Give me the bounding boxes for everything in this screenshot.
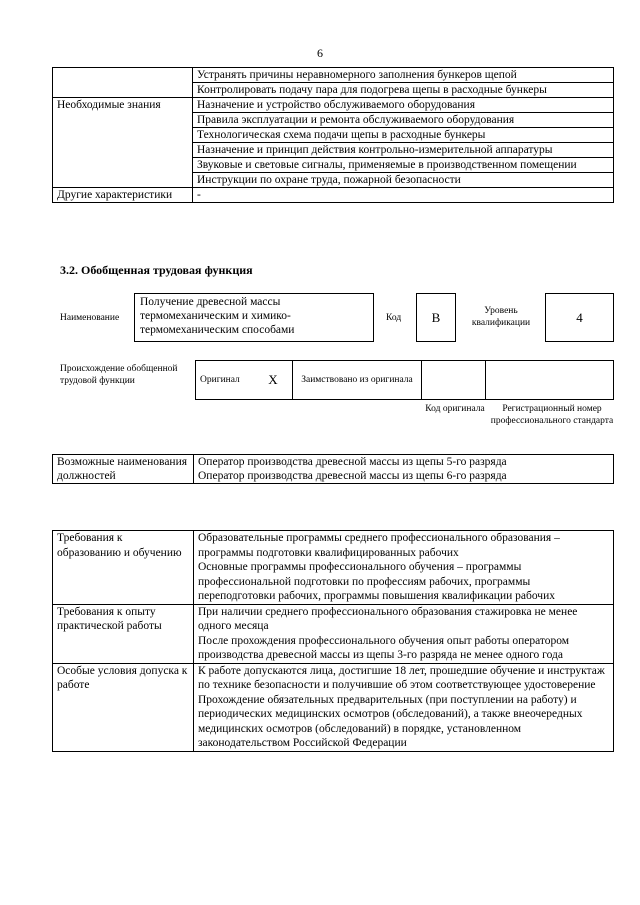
other-value: - <box>193 188 614 203</box>
requirement-value <box>194 604 614 663</box>
requirement-label: Особые условия допуска к работе <box>53 663 194 751</box>
positions-list <box>194 455 614 484</box>
requirements-table <box>52 530 614 752</box>
requirement-label: Требования к опыту практической работы <box>53 604 194 663</box>
table-row: Контролировать подачу пара для подогрева щепы в расходные бункеры <box>193 83 614 98</box>
empty-cell <box>53 68 193 83</box>
original-mark: X <box>254 361 293 400</box>
level-value: 4 <box>545 293 614 342</box>
page-number: 6 <box>317 46 323 60</box>
origin-code-cell <box>422 361 486 400</box>
requirement-line: Образовательные программы среднего профессионального образования – программы подготовки квалифицированных рабочих <box>198 532 560 559</box>
requirement-line: При наличии среднего профессионального образования стажировка не менее одного месяца <box>198 605 578 632</box>
name-value: Получение древесной массы термомеханическим и химико-термомеханическим способами <box>134 293 374 342</box>
table-row: Назначение и устройство обслуживаемого оборудования <box>193 98 614 113</box>
requirement-label: Требования к образованию и обучению <box>53 531 194 605</box>
level-label: Уровень квалификации <box>471 306 531 328</box>
table-row: Устранять причины неравномерного заполнения бункеров щепой <box>193 68 614 83</box>
requirement-value <box>194 531 614 605</box>
borrowed-label: Заимствовано из оригинала <box>293 361 422 400</box>
reg-caption: Регистрационный номер профессионального стандарта <box>490 404 614 426</box>
table-row: Назначение и принцип действия контрольно-измерительной аппаратуры <box>193 143 614 158</box>
original-label: Оригинал <box>196 361 255 400</box>
code-caption: Код оригинала <box>425 404 485 414</box>
other-label: Другие характеристики <box>53 188 193 203</box>
requirement-line: К работе допускаются лица, достигшие 18 лет, прошедшие обучение и инструктаж по технике безопасности и получившие об этом соответствующее удостоверение <box>198 664 605 691</box>
table-row: Звуковые и световые сигналы, применяемые в производственном помещении <box>193 158 614 173</box>
positions-label: Возможные наименования должностей <box>53 455 194 484</box>
table-row: Инструкции по охране труда, пожарной безопасности <box>193 173 614 188</box>
requirement-line: Прохождение обязательных предварительных (при поступлении на работу) и периодических медицинских осмотров (обследований), а также внеочередных медицинских осмотров (обследований) в порядке, установленном законодательством Российской Федерации <box>198 693 583 749</box>
origin-reg-cell <box>486 361 614 400</box>
code-value: B <box>416 293 456 342</box>
knowledge-table <box>52 67 614 203</box>
table-row: Правила эксплуатации и ремонта обслуживаемого оборудования <box>193 113 614 128</box>
origin-label: Происхождение обобщенной трудовой функции <box>60 364 178 386</box>
knowledge-label: Необходимые знания <box>53 98 193 188</box>
code-label: Код <box>386 313 402 323</box>
list-item: Оператор производства древесной массы из щепы 5-го разряда <box>198 456 507 468</box>
requirement-value <box>194 663 614 751</box>
origin-table <box>195 360 614 400</box>
name-label: Наименование <box>60 313 120 323</box>
table-row: Технологическая схема подачи щепы в расходные бункеры <box>193 128 614 143</box>
empty-cell <box>53 83 193 98</box>
list-item: Оператор производства древесной массы из щепы 6-го разряда <box>198 470 507 482</box>
section-title: 3.2. Обобщенная трудовая функция <box>60 263 253 277</box>
requirement-line: После прохождения профессионального обучения опыт работы оператором производства древесной массы из щепы 3-го разряда не менее одного года <box>198 634 570 661</box>
requirement-line: Основные программы профессионального обучения – программы профессиональной подготовки по профессиям рабочих, программы переподготовки рабочих, программы повышения квалификации рабочих <box>198 561 555 602</box>
positions-table <box>52 454 614 484</box>
